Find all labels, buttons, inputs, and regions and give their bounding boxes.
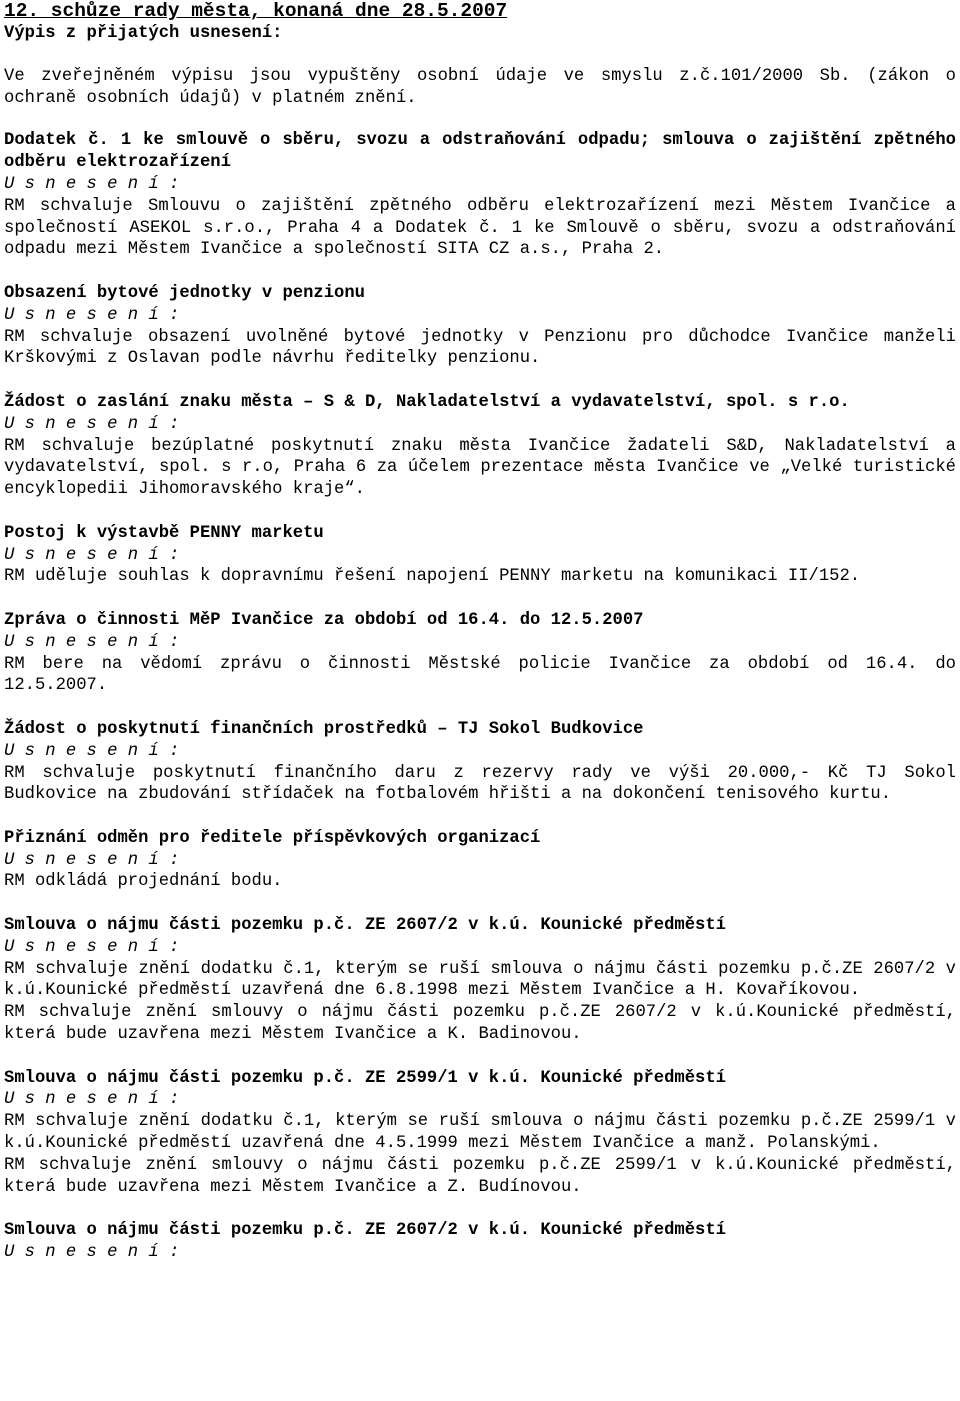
- section-heading: Žádost o poskytnutí finančních prostředků – TJ Sokol Budkovice: [4, 719, 644, 739]
- resolution-label: U s n e s e n í :: [4, 1243, 180, 1263]
- resolution-text: RM schvaluje znění dodatku č.1, kterým se ruší smlouva o nájmu části pozemku p.č.ZE 2599/1 v k.ú.Kounické předměstí uzavřená dne 4.5.1999 mezi Městem Ivančice a manž. Polanskými.: [4, 1112, 956, 1154]
- section-2: [4, 283, 956, 370]
- section-6: [4, 719, 956, 806]
- document-title: 12. schůze rady města, konaná dne 28.5.2007: [4, 0, 508, 22]
- document-subtitle: Výpis z přijatých usnesení:: [4, 24, 283, 43]
- resolution-text: RM schvaluje znění smlouvy o nájmu části pozemku p.č.ZE 2607/2 v k.ú.Kounické předměstí, která bude uzavřena mezi Městem Ivančice a K. Badinovou.: [4, 1003, 956, 1045]
- section-8: [4, 915, 956, 1046]
- resolution-text: RM schvaluje obsazení uvolněné bytové jednotky v Penzionu pro důchodce Ivančice manželi Krškovými z Oslavan podle návrhu ředitelky penzionu.: [4, 327, 956, 369]
- resolution-text: RM schvaluje poskytnutí finančního daru z rezervy rady ve výši 20.000,- Kč TJ Sokol Budkovice na zbudování střídaček na fotbalovém hřišti a na dokončení tenisového kurtu.: [4, 763, 956, 805]
- resolution-label: U s n e s e n í :: [4, 305, 180, 325]
- section-heading: Přiznání odměn pro ředitele příspěvkových organizací: [4, 828, 541, 848]
- section-3: [4, 392, 956, 501]
- resolution-label: U s n e s e n í :: [4, 174, 180, 194]
- resolution-text: RM schvaluje Smlouvu o zajištění zpětného odběru elektrozařízení mezi Městem Ivančice a společností ASEKOL s.r.o., Praha 4 a Dodatek č. 1 ke Smlouvě o sběru, svozu a odstraňování odpadu mezi Městem Ivančice a společností SITA CZ a.s., Praha 2.: [4, 196, 956, 260]
- resolution-label: U s n e s e n í :: [4, 937, 180, 957]
- section-heading: Smlouva o nájmu části pozemku p.č. ZE 2599/1 v k.ú. Kounické předměstí: [4, 1068, 726, 1088]
- resolution-label: U s n e s e n í :: [4, 850, 180, 870]
- section-heading: Smlouva o nájmu části pozemku p.č. ZE 2607/2 v k.ú. Kounické předměstí: [4, 916, 726, 936]
- resolution-label: U s n e s e n í :: [4, 632, 180, 652]
- intro-paragraph: Ve zveřejněném výpisu jsou vypuštěny osobní údaje ve smyslu z.č.101/2000 Sb. (zákon o ochraně osobních údajů) v platném znění.: [4, 66, 956, 108]
- section-1: [4, 130, 956, 261]
- section-5: [4, 610, 956, 697]
- resolution-label: U s n e s e n í :: [4, 1090, 180, 1110]
- section-heading: Žádost o zaslání znaku města – S & D, Nakladatelství a vydavatelství, spol. s r.o.: [4, 392, 850, 412]
- section-10: [4, 1220, 956, 1264]
- section-heading: Zpráva o činnosti MěP Ivančice za období od 16.4. do 12.5.2007: [4, 610, 644, 630]
- section-9: [4, 1068, 956, 1199]
- section-heading: Dodatek č. 1 ke smlouvě o sběru, svozu a odstraňování odpadu; smlouva o zajištění zpětného odběru elektrozařízení: [4, 131, 956, 173]
- resolution-text: RM odkládá projednání bodu.: [4, 872, 283, 892]
- section-heading: Postoj k výstavbě PENNY marketu: [4, 523, 324, 543]
- resolution-label: U s n e s e n í :: [4, 545, 180, 565]
- section-4: [4, 523, 956, 588]
- resolution-label: U s n e s e n í :: [4, 414, 180, 434]
- resolution-label: U s n e s e n í :: [4, 741, 180, 761]
- resolution-text: RM schvaluje bezúplatné poskytnutí znaku města Ivančice žadateli S&D, Nakladatelství a vydavatelství, spol. s r.o, Praha 6 za účelem prezentace města Ivančice ve „Velké turistické encyklopedii Jihomoravského kraje“.: [4, 436, 956, 500]
- resolution-text: RM schvaluje znění smlouvy o nájmu části pozemku p.č.ZE 2599/1 v k.ú.Kounické předměstí, která bude uzavřena mezi Městem Ivančice a Z. Budínovou.: [4, 1155, 956, 1197]
- resolution-text: RM uděluje souhlas k dopravnímu řešení napojení PENNY marketu na komunikaci II/152.: [4, 567, 861, 587]
- section-heading: Obsazení bytové jednotky v penzionu: [4, 283, 365, 303]
- section-heading: Smlouva o nájmu části pozemku p.č. ZE 2607/2 v k.ú. Kounické předměstí: [4, 1221, 726, 1241]
- section-7: [4, 828, 956, 893]
- resolution-text: RM bere na vědomí zprávu o činnosti Městské policie Ivančice za období od 16.4. do 12.5.2007.: [4, 654, 956, 696]
- resolution-text: RM schvaluje znění dodatku č.1, kterým se ruší smlouva o nájmu části pozemku p.č.ZE 2607/2 v k.ú.Kounické předměstí uzavřená dne 6.8.1998 mezi Městem Ivančice a H. Kovaříkovou.: [4, 959, 956, 1001]
